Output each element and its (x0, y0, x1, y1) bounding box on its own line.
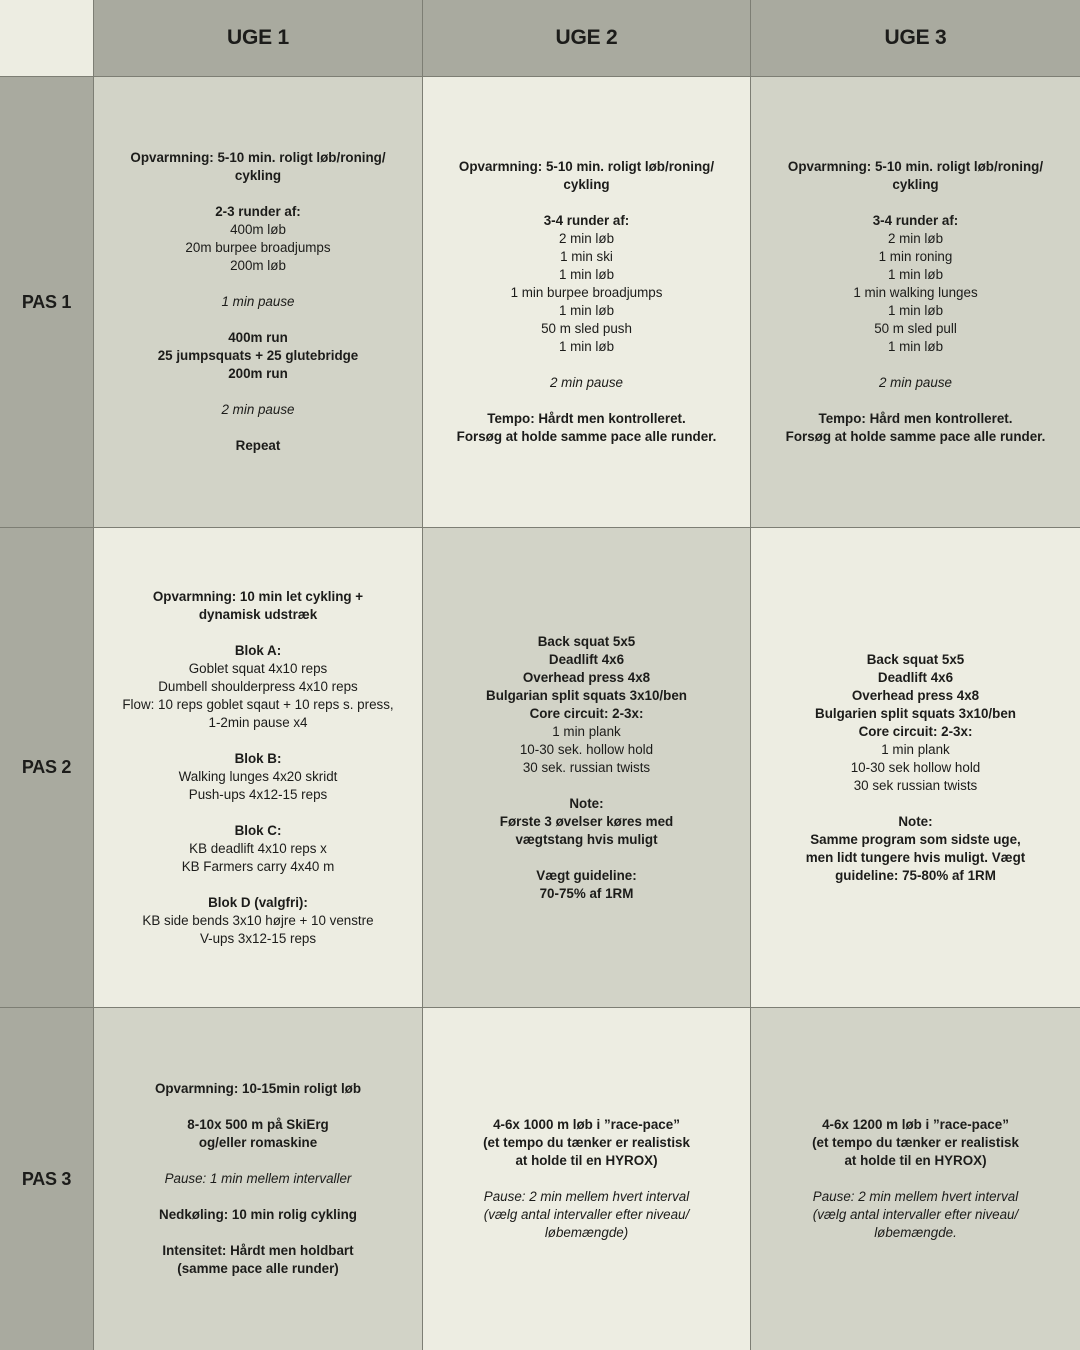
cell-spacer (457, 194, 717, 212)
cell-line: Bulgarien split squats 3x10/ben (815, 705, 1016, 721)
cell-line: Første 3 øvelser køres med (499, 813, 674, 829)
cell-line: 2 min pause (221, 402, 295, 417)
cell-line: 400m løb (230, 222, 286, 237)
cell-line: cykling (563, 177, 610, 192)
cell-line: vægtstang hvis muligt (515, 831, 658, 847)
cell-line: (et tempo du tænker er realistisk (812, 1135, 1019, 1150)
cell-line: cykling (892, 177, 939, 192)
cell-line: Forsøg at holde samme pace alle runder. (785, 429, 1046, 444)
cell-line: 20m burpee broadjumps (185, 240, 331, 255)
cell-line: 2 min pause (879, 375, 952, 390)
cell-line: 400m run (228, 330, 288, 345)
cell-line: løbemængde) (544, 1225, 629, 1240)
cell-line: 10-30 sek hollow hold (850, 759, 981, 775)
cell-line: Push-ups 4x12-15 reps (188, 786, 328, 802)
cell-line: Opvarmning: 5-10 min. roligt løb/roning/ (130, 150, 386, 165)
cell-session-1-week-2 (423, 77, 751, 528)
cell-line: 3-4 runder af: (872, 213, 959, 228)
cell-line: 1 min løb (887, 303, 944, 318)
cell-line: 1 min walking lunges (853, 285, 978, 300)
cell-session-1-week-1 (94, 77, 423, 528)
cell-line: Repeat (235, 438, 281, 453)
cell-line: Walking lunges 4x20 skridt (178, 768, 338, 784)
cell-session-3-week-2 (423, 1008, 751, 1350)
cell-spacer (130, 419, 385, 437)
cell-line: 8-10x 500 m på SkiErg (187, 1117, 329, 1132)
cell-line: 1 min plank (552, 723, 621, 739)
cell-line: 50 m sled push (541, 321, 632, 336)
column-header-week-1: UGE 1 (94, 0, 423, 77)
cell-line: Opvarmning: 10-15min roligt løb (154, 1081, 362, 1096)
cell-line: (vælg antal intervaller efter niveau/ (812, 1207, 1019, 1222)
cell-line: 1 min ski (560, 249, 613, 264)
cell-line: Deadlift 4x6 (877, 669, 954, 685)
cell-line: Flow: 10 reps goblet sqaut + 10 reps s. press, (122, 696, 394, 712)
cell-spacer (155, 1224, 361, 1242)
cell-line: 200m run (228, 366, 288, 381)
cell-spacer (786, 356, 1046, 374)
cell-line: Back squat 5x5 (866, 651, 965, 667)
cell-line: men lidt tungere hvis muligt. Vægt (805, 849, 1026, 865)
cell-line: 200m løb (230, 258, 286, 273)
cell-line: Opvarmning: 5-10 min. roligt løb/roning/ (458, 159, 715, 174)
row-header-session-1: PAS 1 (0, 77, 94, 528)
cell-line: Pause: 2 min mellem hvert interval (812, 1189, 1019, 1204)
cell-line: 1 min plank (881, 741, 950, 757)
cell-line: 1 min burpee broadjumps (510, 285, 663, 300)
cell-spacer (122, 624, 393, 642)
cell-line: 1 min løb (558, 339, 615, 354)
cell-line: 30 sek. russian twists (522, 759, 651, 775)
cell-spacer (130, 311, 385, 329)
cell-line: Overhead press 4x8 (851, 687, 980, 703)
cell-line: 25 jumpsquats + 25 glutebridge (157, 348, 359, 363)
cell-spacer (457, 356, 717, 374)
cell-line: Vægt guideline: (536, 867, 637, 883)
cell-session-3-week-1 (94, 1008, 423, 1350)
cell-line: 2 min løb (558, 231, 615, 246)
cell-line: Deadlift 4x6 (548, 651, 625, 667)
cell-line: 4-6x 1000 m løb i ”race-pace” (493, 1117, 680, 1132)
cell-line: 4-6x 1200 m løb i ”race-pace” (822, 1117, 1009, 1132)
row-header-session-2: PAS 2 (0, 528, 94, 1008)
cell-text (796, 651, 1035, 885)
cell-line: 1 min pause (221, 294, 295, 309)
cell-line: Overhead press 4x8 (522, 669, 651, 685)
cell-line: Opvarmning: 10 min let cykling + (152, 588, 364, 604)
cell-line: 2 min løb (887, 231, 944, 246)
cell-line: Bulgarian split squats 3x10/ben (486, 687, 687, 703)
cell-session-2-week-2 (423, 528, 751, 1008)
cell-line: guideline: 75-80% af 1RM (835, 867, 996, 883)
cell-line: dynamisk udstræk (198, 606, 318, 622)
cell-line: Forsøg at holde samme pace alle runder. (456, 429, 717, 444)
cell-line: 1 min roning (878, 249, 953, 264)
cell-spacer (130, 185, 385, 203)
cell-line: Blok A: (234, 642, 282, 658)
cell-session-1-week-3 (751, 77, 1080, 528)
cell-line: KB Farmers carry 4x40 m (181, 858, 335, 874)
column-header-week-3: UGE 3 (751, 0, 1080, 77)
cell-line: Tempo: Hårdt men kontrolleret. (487, 411, 686, 426)
cell-line: (vælg antal intervaller efter niveau/ (483, 1207, 690, 1222)
cell-line: 1 min løb (558, 303, 615, 318)
cell-line: Intensitet: Hårdt men holdbart (162, 1243, 354, 1258)
cell-session-2-week-3 (751, 528, 1080, 1008)
cell-text (802, 1116, 1029, 1242)
cell-line: løbemængde. (874, 1225, 957, 1240)
cell-text (776, 158, 1056, 446)
cell-spacer (122, 876, 393, 894)
cell-line: cykling (234, 168, 282, 183)
cell-spacer (155, 1152, 361, 1170)
cell-line: KB side bends 3x10 højre + 10 venstre (142, 912, 374, 928)
cell-line: at holde til en HYROX) (515, 1153, 658, 1168)
cell-text (476, 633, 697, 903)
cell-line: KB deadlift 4x10 reps x (189, 840, 327, 856)
cell-spacer (812, 1170, 1019, 1188)
cell-line: (et tempo du tænker er realistisk (483, 1135, 690, 1150)
cell-line: 3-4 runder af: (543, 213, 630, 228)
cell-spacer (130, 383, 385, 401)
cell-spacer (786, 392, 1046, 410)
cell-session-3-week-3 (751, 1008, 1080, 1350)
cell-spacer (486, 777, 687, 795)
cell-line: Nedkøling: 10 min rolig cykling (159, 1207, 357, 1222)
cell-text (473, 1116, 700, 1242)
cell-line: Blok C: (234, 822, 282, 838)
cell-line: (samme pace alle runder) (177, 1261, 339, 1276)
cell-line: 1-2min pause x4 (208, 714, 308, 730)
cell-text (447, 158, 727, 446)
cell-spacer (786, 194, 1046, 212)
cell-session-2-week-1 (94, 528, 423, 1008)
cell-line: at holde til en HYROX) (844, 1153, 987, 1168)
cell-line: Samme program som sidste uge, (810, 831, 1021, 847)
cell-spacer (155, 1188, 361, 1206)
cell-spacer (483, 1170, 690, 1188)
cell-spacer (122, 804, 393, 822)
cell-line: Pause: 1 min mellem intervaller (164, 1171, 352, 1186)
cell-line: Pause: 2 min mellem hvert interval (483, 1189, 690, 1204)
cell-line: 50 m sled pull (874, 321, 957, 336)
cell-line: 2 min pause (550, 375, 623, 390)
cell-line: Dumbell shoulderpress 4x10 reps (158, 678, 358, 694)
cell-line: Back squat 5x5 (537, 633, 636, 649)
cell-line: 2-3 runder af: (215, 204, 301, 219)
cell-line: 70-75% af 1RM (539, 885, 634, 901)
cell-line: V-ups 3x12-15 reps (199, 930, 317, 946)
column-header-week-2: UGE 2 (423, 0, 751, 77)
cell-text (145, 1080, 371, 1278)
cell-spacer (122, 732, 393, 750)
row-header-session-3: PAS 3 (0, 1008, 94, 1350)
cell-line: 1 min løb (558, 267, 615, 282)
cell-line: og/eller romaskine (198, 1135, 318, 1150)
cell-line: Opvarmning: 5-10 min. roligt løb/roning/ (787, 159, 1044, 174)
cell-spacer (457, 392, 717, 410)
cell-spacer (130, 275, 385, 293)
cell-line: Goblet squat 4x10 reps (188, 660, 328, 676)
cell-line: Tempo: Hård men kontrolleret. (818, 411, 1013, 426)
cell-line: Note: (898, 813, 933, 829)
cell-line: Core circuit: 2-3x: (529, 705, 644, 721)
cell-line: Blok B: (234, 750, 282, 766)
cell-spacer (155, 1098, 361, 1116)
cell-text (112, 588, 403, 948)
cell-line: Blok D (valgfri): (208, 894, 308, 910)
cell-spacer (486, 849, 687, 867)
cell-line: 30 sek russian twists (853, 777, 978, 793)
cell-line: 1 min løb (887, 267, 944, 282)
cell-line: Note: (569, 795, 604, 811)
corner-cell (0, 0, 94, 77)
cell-line: Core circuit: 2-3x: (858, 723, 973, 739)
cell-spacer (806, 795, 1025, 813)
cell-text (120, 149, 395, 455)
cell-line: 1 min løb (887, 339, 944, 354)
cell-line: 10-30 sek. hollow hold (519, 741, 654, 757)
